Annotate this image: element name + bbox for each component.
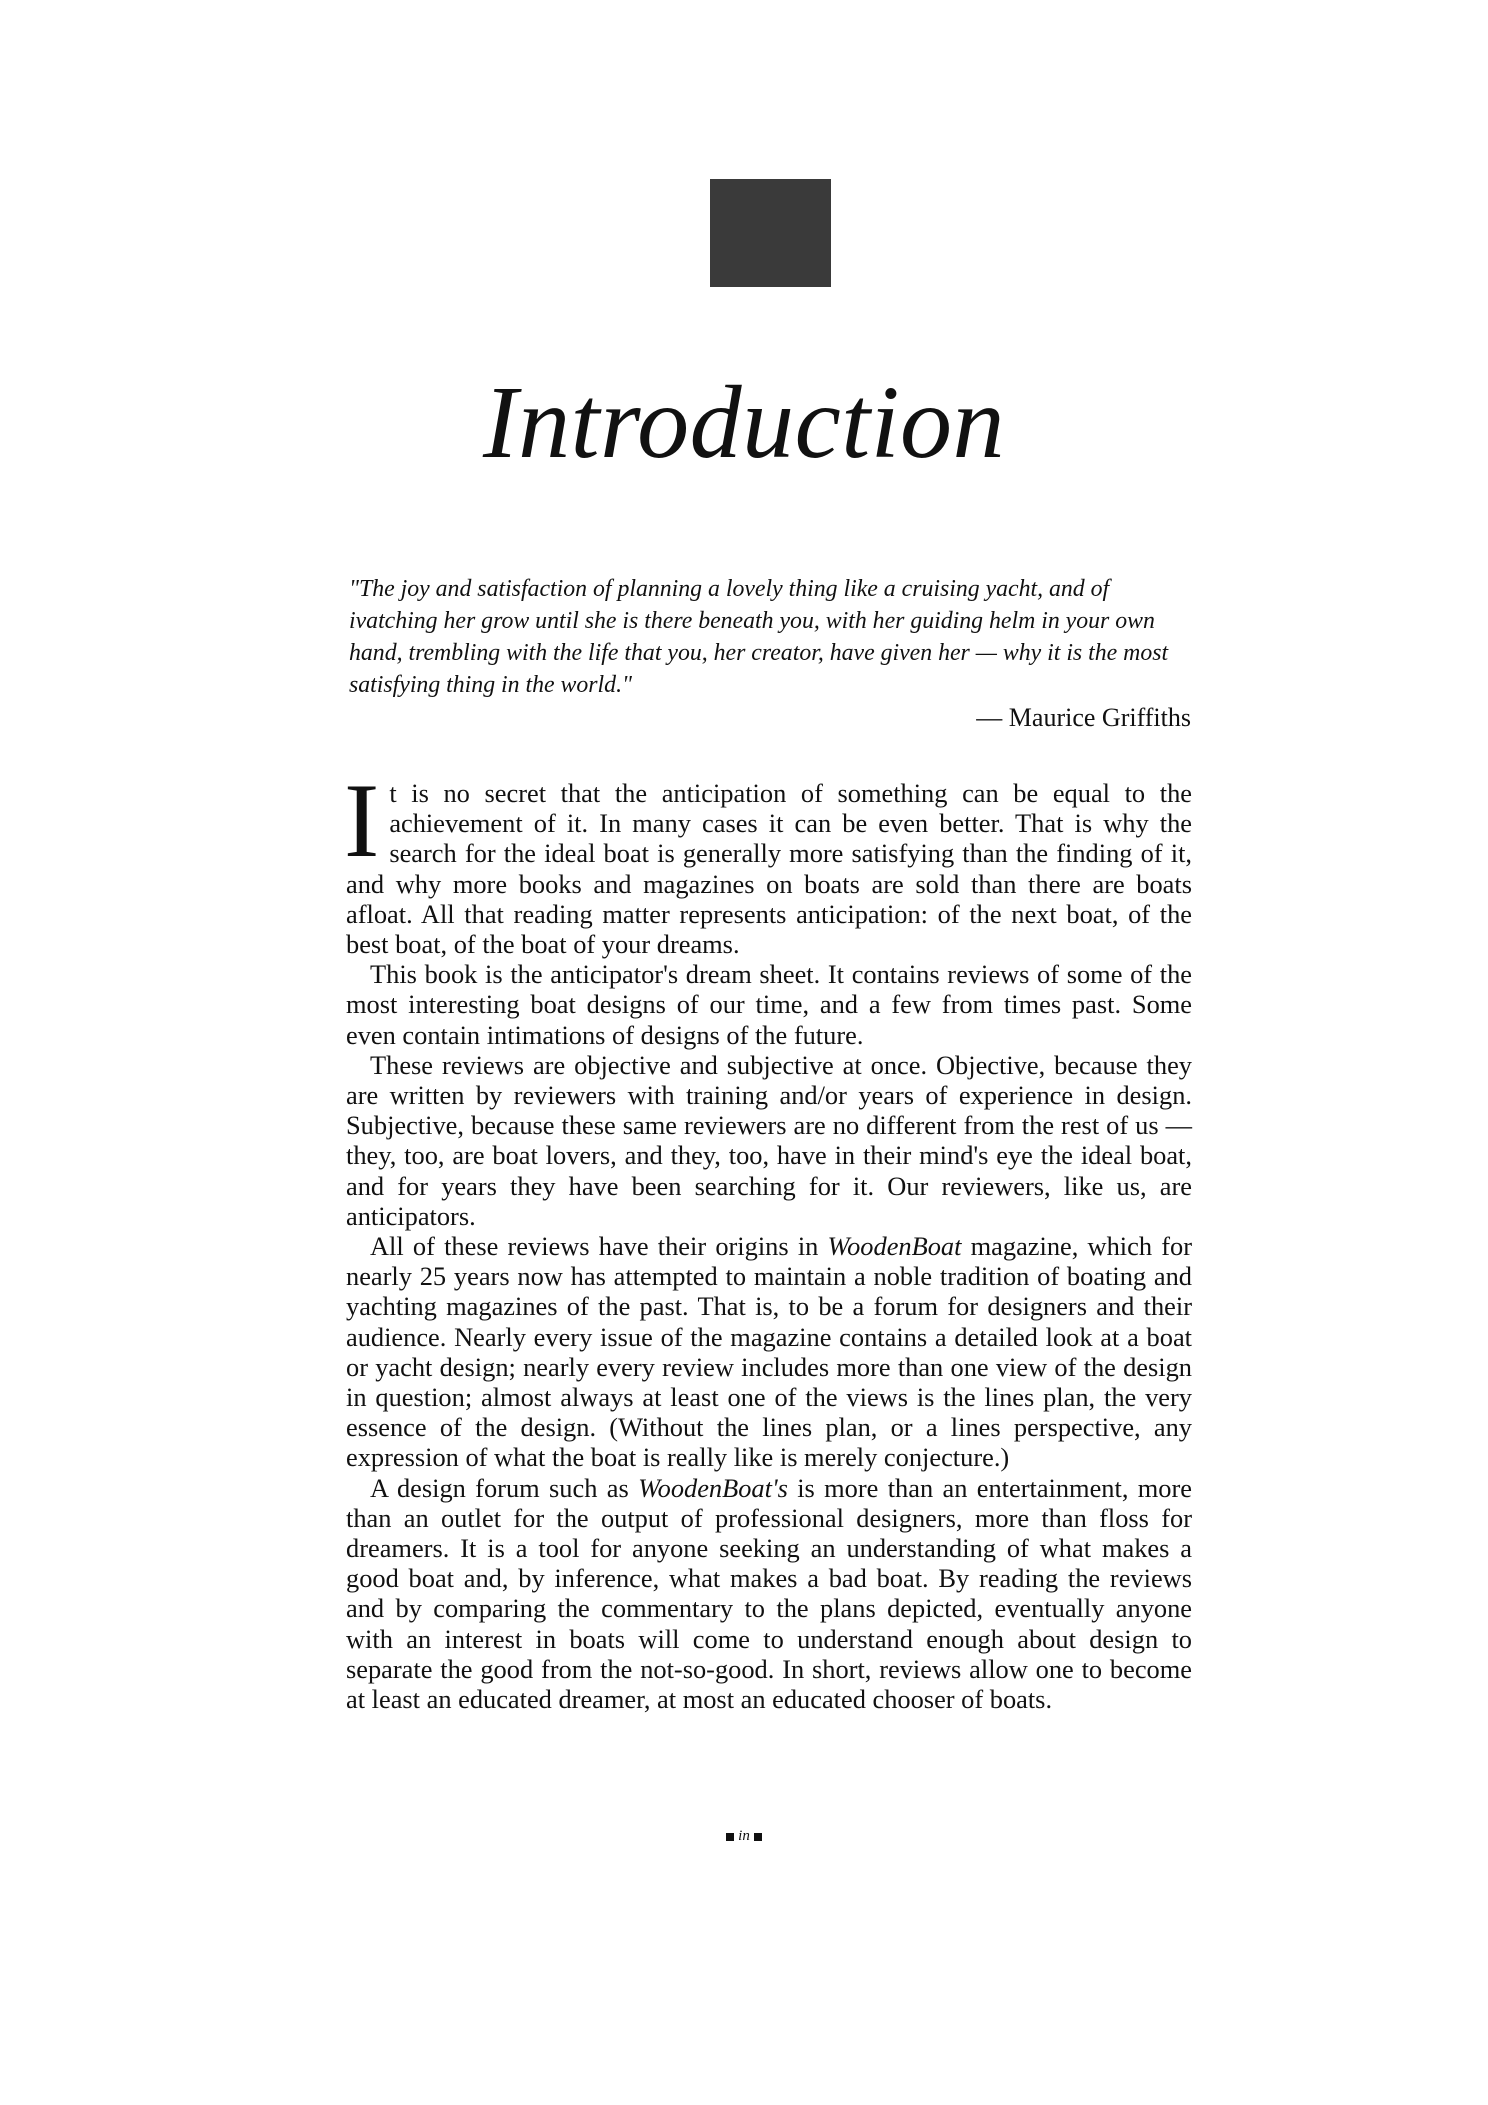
paragraph-5-rest: is more than an entertainment, more than an outlet for the output of professional designers, more than floss for dreamers. It is a tool for anyone seeking an understanding of what makes a good boat and, by inference, what makes a bad boat. By reading the reviews and by comparing the commentary to the plans depicted, eventually anyone with an interest in boats will come to understand enough about design to separate the good from the not-so-good. In short, reviews allow one to become at least an educated dreamer, at most an educated chooser of boats. (346, 1472, 1192, 1715)
paragraph-4-rest: magazine, which for nearly 25 years now has attempted to maintain a noble tradition of boating and yachting magazines of the past. That is, to be a forum for designers and their audience. Nearly every issue of the magazine contains a detailed look at a boat or yacht design; nearly every review includes more than one view of the design in question; almost always at least one of the views is the lines plan, the very essence of the design. (Without the lines plan, or a lines perspective, any expression of what the boat is really like is merely conjecture.) (346, 1231, 1192, 1473)
page-folio (0, 1826, 1488, 1846)
magazine-title-possessive: WoodenBoat's (638, 1472, 788, 1503)
paragraph-3: These reviews are objective and subjective at once. Objective, because they are written by reviewers with training and/or years of experience in design. Subjective, because these same reviewers are no different from the rest of us — they, too, are boat lovers, and they, too, have in their mind's eye the ideal boat, and for years they have been searching for it. Our reviewers, like us, are anticipators. (346, 1049, 1192, 1231)
paragraph-5 (346, 1473, 1192, 1715)
folio-square-right (754, 1833, 762, 1841)
paragraph-5-lead: A design forum such as (370, 1472, 639, 1503)
page-number: in (738, 1828, 750, 1844)
chapter-ornament (710, 179, 831, 287)
body-text (344, 762, 1192, 1715)
epigraph (349, 573, 1191, 735)
chapter-title: Introduction (482, 365, 1006, 480)
magazine-title: WoodenBoat (827, 1231, 962, 1262)
epigraph-quote: "The joy and satisfaction of planning a lovely thing like a cruising yacht, and of ivatching her grow until she is there beneath you, with her guiding helm in your own hand, trembling with the life that you, her creator, have given her — why it is the most satisfying thing in the world." (349, 576, 1169, 698)
folio-square-left (726, 1833, 734, 1841)
paragraph-4-lead: All of these reviews have their origins in (370, 1231, 828, 1262)
paragraph-1-text: t is no secret that the anticipation of something can be equal to the achievement of it. In many cases it can be even better. That is why the search for the ideal boat is generally more satisfying than the finding of it, and why more books and magazines on boats are sold than there are boats afloat. All that reading matter represents anticipation: of the next boat, of the best boat, of the boat of your dreams. (346, 778, 1192, 960)
paragraph-2: This book is the anticipator's dream sheet. It contains reviews of some of the most interesting boat designs of our time, and a few from times past. Some even contain intimations of designs of the future. (346, 959, 1192, 1050)
paragraph-4 (346, 1231, 1192, 1473)
paragraph-1 (344, 762, 1192, 960)
epigraph-attribution: — Maurice Griffiths (976, 703, 1191, 732)
drop-cap: I (344, 762, 380, 879)
